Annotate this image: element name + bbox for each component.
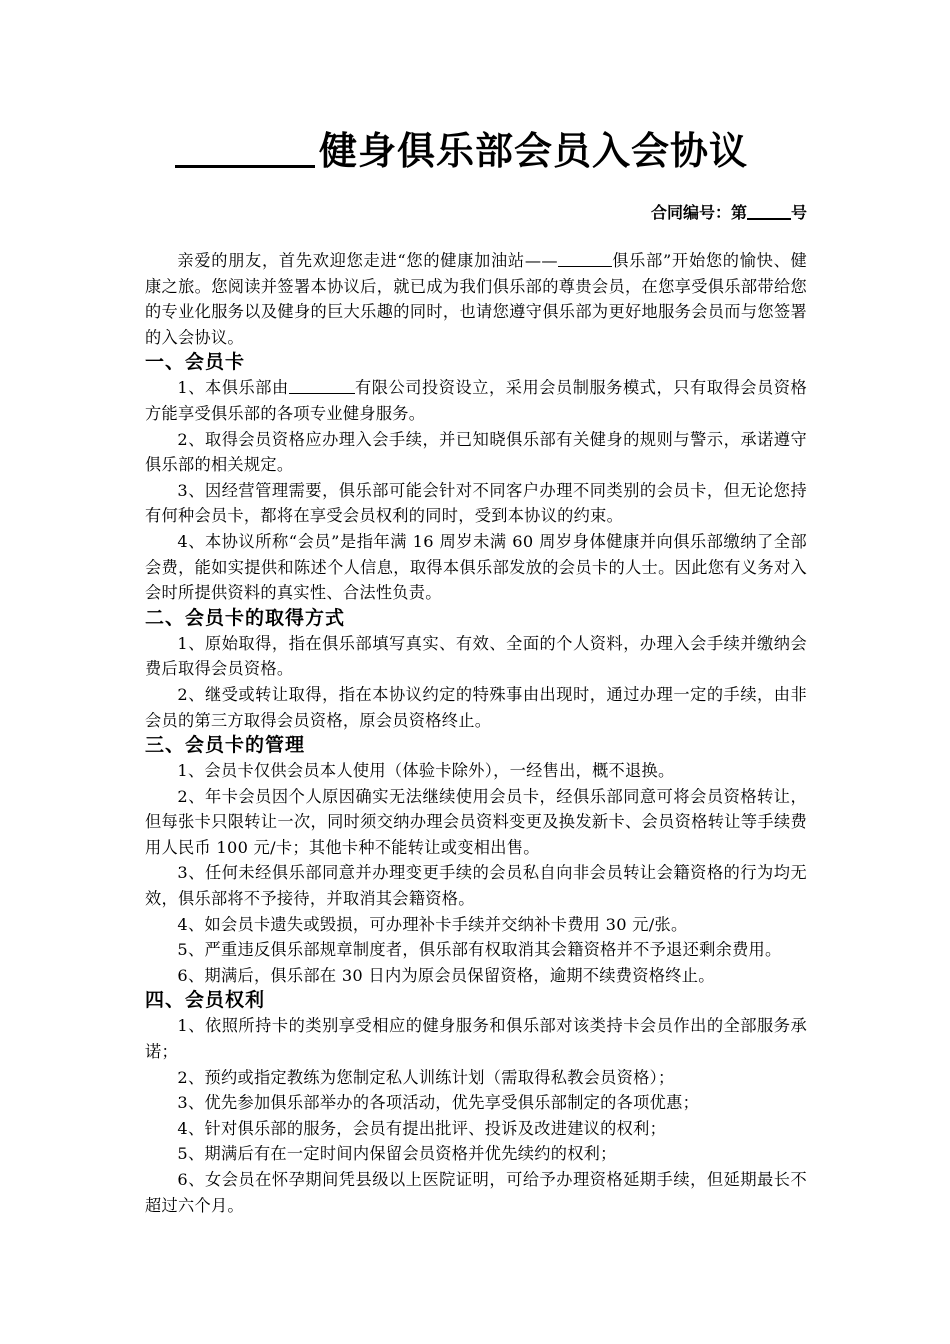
section-heading: 一、会员卡 <box>145 351 246 374</box>
clause-text-1: 1、本俱乐部由 <box>177 378 289 398</box>
intro-text-1: 亲爱的朋友，首先欢迎您走进“您的健康加油站—— <box>177 251 558 270</box>
clause: 1、依照所持卡的类别享受相应的健身服务和俱乐部对该类持卡会员作出的全部服务承诺； <box>145 1016 807 1062</box>
clause-text-2: 有限公司投资设立，采用会员制服务模式，只有取得会员资格方能享受俱乐部的各项专业健身服务。 <box>145 378 807 423</box>
clause: 6、期满后，俱乐部在 30 日内为原会员保留资格，逾期不续费资格终止。 <box>177 965 715 985</box>
clause: 3、任何未经俱乐部同意并办理变更手续的会员私自向非会员转让会籍资格的行为均无效，俱乐部将不予接待，并取消其会籍资格。 <box>145 863 807 909</box>
clause: 5、期满后有在一定时间内保留会员资格并优先续约的权利； <box>177 1144 617 1164</box>
clause: 2、预约或指定教练为您制定私人训练计划（需取得私教会员资格）； <box>177 1067 675 1087</box>
contract-number <box>651 200 807 225</box>
clause: 3、优先参加俱乐部举办的各项活动，优先享受俱乐部制定的各项优惠； <box>177 1093 700 1113</box>
intro-text-2: 俱乐部”开始您的愉快、健康之旅。您阅读并签署本协议后，就已成为我们俱乐部的尊贵会员，在您享受俱乐部带给您的专业化服务以及健身的巨大乐趣的同时，也请您遵守俱乐部为更好地服务会员而与您签署的入会协议。 <box>145 251 807 347</box>
title-text: 健身俱乐部会员入会协议 <box>319 129 749 173</box>
clause: 4、本协议所称“会员”是指年满 16 周岁未满 60 周岁身体健康并向俱乐部缴纳了全部会费，能如实提供和陈述个人信息，取得本俱乐部发放的会员卡的人士。因此您有义务对入会时所提供资料的真实性、合法性负责。 <box>145 531 807 603</box>
clause: 1、会员卡仅供会员本人使用（体验卡除外），一经售出，概不退换。 <box>177 761 675 781</box>
agreement-body <box>145 248 807 1218</box>
section-heading: 四、会员权利 <box>145 989 266 1012</box>
club-name-blank <box>175 127 315 168</box>
company-name-blank <box>289 377 355 394</box>
contract-number-blank <box>747 200 791 220</box>
clause: 4、针对俱乐部的服务，会员有提出批评、投诉及改进建议的权利； <box>177 1118 667 1138</box>
section-heading: 二、会员卡的取得方式 <box>145 606 346 629</box>
clause: 3、因经营管理需要，俱乐部可能会针对不同客户办理不同类别的会员卡，但无论您持有何种会员卡，都将在享受会员权利的同时，受到本协议的约束。 <box>145 480 807 526</box>
club-name-blank-inline <box>558 250 612 267</box>
clause: 5、严重违反俱乐部规章制度者，俱乐部有权取消其会籍资格并不予退还剩余费用。 <box>177 940 782 960</box>
contract-number-suffix: 号 <box>790 203 807 222</box>
clause: 2、取得会员资格应办理入会手续，并已知晓俱乐部有关健身的规则与警示，承诺遵守俱乐部的相关规定。 <box>145 429 807 475</box>
clause: 1、原始取得，指在俱乐部填写真实、有效、全面的个人资料，办理入会手续并缴纳会费后取得会员资格。 <box>145 633 807 679</box>
clause: 2、继受或转让取得，指在本协议约定的特殊事由出现时，通过办理一定的手续，由非会员的第三方取得会员资格，原会员资格终止。 <box>145 684 807 730</box>
intro-paragraph <box>145 248 807 350</box>
clause: 2、年卡会员因个人原因确实无法继续使用会员卡，经俱乐部同意可将会员资格转让，但每张卡只限转让一次，同时须交纳办理会员资料变更及换发新卡、会员资格转让等手续费用人民币 100 元/卡；其他卡种不能转让或变相出售。 <box>145 786 807 857</box>
contract-number-prefix: 合同编号：第 <box>650 203 747 222</box>
page-title <box>175 127 815 175</box>
clause: 4、如会员卡遗失或毁损，可办理补卡手续并交纳补卡费用 30 元/张。 <box>177 914 688 934</box>
clause: 6、女会员在怀孕期间凭县级以上医院证明，可给予办理资格延期手续，但延期最长不超过六个月。 <box>145 1170 807 1215</box>
section-heading: 三、会员卡的管理 <box>145 734 306 757</box>
clause <box>145 375 807 426</box>
